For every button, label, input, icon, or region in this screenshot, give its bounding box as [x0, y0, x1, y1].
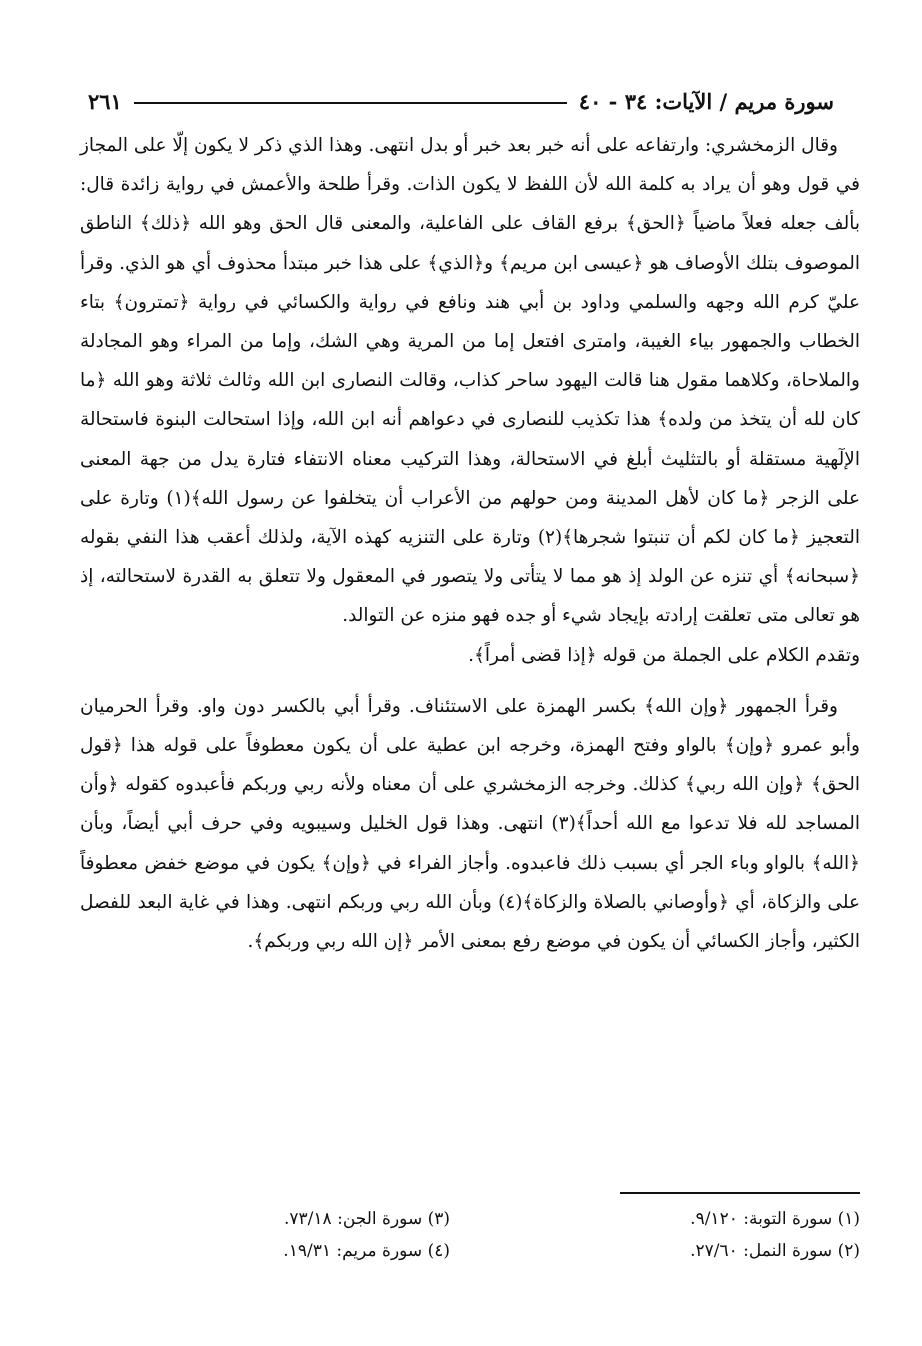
running-title: سورة مريم / الآيات: ٣٤ - ٤٠ — [578, 88, 834, 114]
footnote-4: (٤) سورة مريم: ١٩/٣١. — [283, 1241, 450, 1261]
page-number: ٢٦١ — [88, 88, 122, 114]
footnote-2: (٢) سورة النمل: ٢٧/٦٠. — [690, 1241, 860, 1261]
paragraph-2: وتقدم الكلام على الجملة من قوله ﴿إذا قضى أمراً﴾. — [468, 644, 860, 666]
page-header — [88, 82, 834, 120]
paragraph-1: وقال الزمخشري: وارتفاعه على أنه خبر بعد خبر أو بدل انتهى. وهذا الذي ذكر لا يكون إلّا على المجاز في قول وهو أن يراد به كلمة الله لأن اللفظ لا يكون الذات. وقرأ طلحة والأعمش في رواية زائدة قال: بألف جعله فعلاً ماضياً ﴿الحق﴾ برفع القاف على الفاعلية، والمعنى قال الحق وهو الله ﴿ذلك﴾ الناطق الموصوف بتلك الأوصاف هو ﴿عيسى ابن مريم﴾ و﴿الذي﴾ على هذا خبر مبتدأ محذوف أي هو الذي. وقرأ عليّ كرم الله وجهه والسلمي وداود بن أبي هند ونافع في رواية والكسائي في رواية ﴿تمترون﴾ بتاء الخطاب والجمهور بياء الغيبة، وامترى افتعل إما من المرية وهي الشك، وإما من المراء وهو المجادلة والملاحاة، وكلاهما مقول هنا قالت اليهود ساحر كذاب، وقالت النصارى ابن الله وثالث ثلاثة وهو الله ﴿ما كان لله أن يتخذ من ولده﴾ هذا تكذيب للنصارى في دعواهم أنه ابن الله، وإذا استحالت البنوة فاستحالة الإلٓهية مستقلة أو بالتثليث أبلغ في الاستحالة، وهذا التركيب معناه الانتفاء فتارة يدل من جهة المعنى على الزجر ﴿ما كان لأهل المدينة ومن حولهم من الأعراب أن يتخلفوا عن رسول الله﴾(١) وتارة على التعجيز ﴿ما كان لكم أن تنبتوا شجرها﴾(٢) وتارة على التنزيه كهذه الآية، ولذلك أعقب هذا النفي بقوله ﴿سبحانه﴾ أي تنزه عن الولد إذ هو مما لا يتأتى ولا يتصور في المعقول ولا تتعلق به القدرة لاستحالته، إذ هو تعالى متى تعلقت إرادته بإيجاد شيء أو جده فهو منزه عن التوالد. — [80, 135, 860, 627]
paragraph-3: وقرأ الجمهور ﴿وإن الله﴾ بكسر الهمزة على الاستئناف. وقرأ أبي بالكسر دون واو. وقرأ الحرميان وأبو عمرو ﴿وإن﴾ بالواو وفتح الهمزة، وخرجه ابن عطية على أن يكون معطوفاً على قوله هذا ﴿قول الحق﴾ ﴿وإن الله ربي﴾ كذلك. وخرجه الزمخشري على أن معناه ولأنه ربي وربكم فأعبدوه كقوله ﴿وأن المساجد لله فلا تدعوا مع الله أحداً﴾(٣) انتهى. وهذا قول الخليل وسيبويه وفي حرف أبي أيضاً، وبأن ﴿الله﴾ بالواو وباء الجر أي بسبب ذلك فاعبدوه. وأجاز الفراء في ﴿وإن﴾ يكون في موضع خفض معطوفاً على والزكاة، أي ﴿وأوصاني بالصلاة والزكاة﴾(٤) وبأن الله ربي وربكم انتهى. وهذا في غاية البعد للفصل الكثير، وأجاز الكسائي أن يكون في موضع رفع بمعنى الأمر ﴿إن الله ربي وربكم﴾. — [80, 695, 861, 953]
footnote-rule — [620, 1192, 860, 1194]
header-rule — [134, 102, 567, 104]
footnote-1: (١) سورة التوبة: ٩/١٢٠. — [690, 1209, 860, 1229]
footnotes — [80, 1206, 860, 1264]
main-text — [80, 126, 860, 961]
footnote-3: (٣) سورة الجن: ٧٣/١٨. — [284, 1209, 450, 1229]
